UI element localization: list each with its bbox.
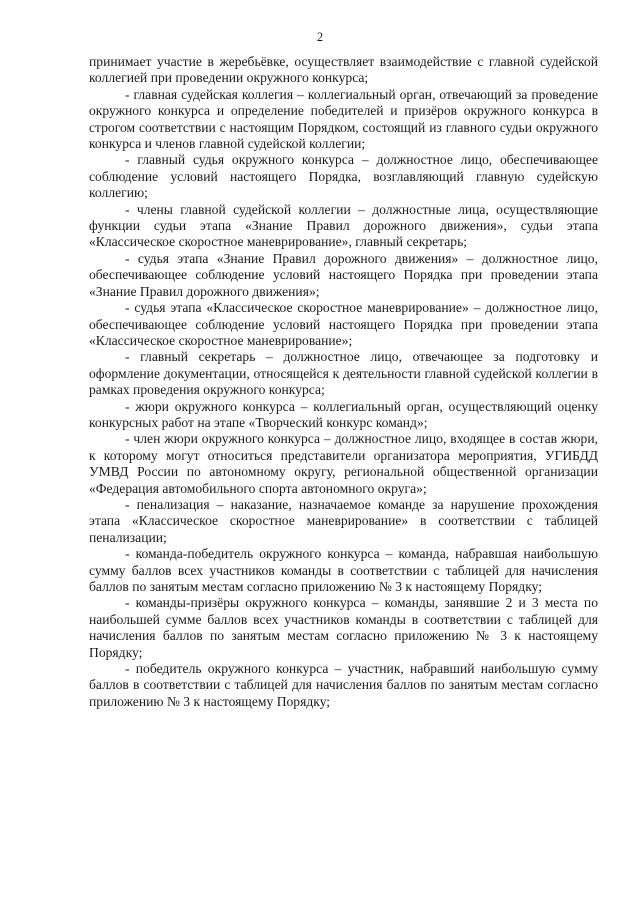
definition-penalization: - пенализация – наказание, назначаемое команде за нарушение прохождения этапа «Классическое скоростное маневрирование» в соответствии с таблицей пенализации; [89, 496, 598, 545]
definition-main-judging-panel: - главная судейская коллегия – коллегиальный орган, отвечающий за проведение окружного конкурса и определение победителей и призёров окружного конкурса в строгом соответствии с настоящим Порядком, состоящий из главного судьи окружного конкурса и членов главной судейской коллегии; [89, 86, 598, 152]
definition-jury-member: - член жюри окружного конкурса – должностное лицо, входящее в состав жюри, к которому могут относиться представители организатора мероприятия, УГИБДД УМВД России по автономному округу, региональной общественной организации «Федерация автомобильного спорта автономного округа»; [89, 431, 598, 496]
definition-jury: - жюри окружного конкурса – коллегиальный орган, осуществляющий оценку конкурсных работ на этапе «Творческий конкурс команд»; [89, 398, 598, 430]
page-number: 2 [316, 30, 324, 44]
definition-individual-winner: - победитель окружного конкурса – участник, набравший наибольшую сумму баллов в соответствии с таблицей для начисления баллов по занятым местам согласно приложению № 3 к настоящему Порядку; [89, 661, 598, 709]
definition-chief-judge: - главный судья окружного конкурса – должностное лицо, обеспечивающее соблюдение условий настоящего Порядка, возглавляющий главную судейскую коллегию; [89, 152, 598, 201]
definition-winning-team: - команда-победитель окружного конкурса – команда, набравшая наибольшую сумму баллов всех участников команды в соответствии с таблицей для начисления баллов по занятым местам согласно приложению № 3 к настоящему Порядку; [89, 546, 598, 594]
definition-maneuvering-judge: - судья этапа «Классическое скоростное маневрирование» – должностное лицо, обеспечивающее соблюдение условий настоящего Порядка при проведении этапа «Классическое скоростное маневрирование»; [89, 300, 598, 348]
definition-chief-secretary: - главный секретарь – должностное лицо, отвечающее за подготовку и оформление документации, относящейся к деятельности главной судейской коллегии в рамках проведения окружного конкурса; [89, 349, 598, 398]
document-body [89, 54, 598, 710]
paragraph-continuation: принимает участие в жеребьёвке, осуществляет взаимодействие с главной судейской коллегией при проведении окружного конкурса; [89, 54, 598, 86]
definition-panel-members: - члены главной судейской коллегии – должностные лица, осуществляющие функции судьи этапа «Знание Правил дорожного движения», судьи этапа «Классическое скоростное маневрирование», главный секретарь; [89, 201, 598, 250]
definition-traffic-rules-judge: - судья этапа «Знание Правил дорожного движения» – должностное лицо, обеспечивающее соблюдение условий настоящего Порядка при проведении этапа «Знание Правил дорожного движения»; [89, 250, 598, 299]
definition-prize-teams: - команды-призёры окружного конкурса – команды, занявшие 2 и 3 места по наибольшей сумме баллов всех участников команды в соответствии с таблицей для начисления баллов по занятым местам согласно приложению № 3 к настоящему Порядку; [89, 595, 598, 660]
